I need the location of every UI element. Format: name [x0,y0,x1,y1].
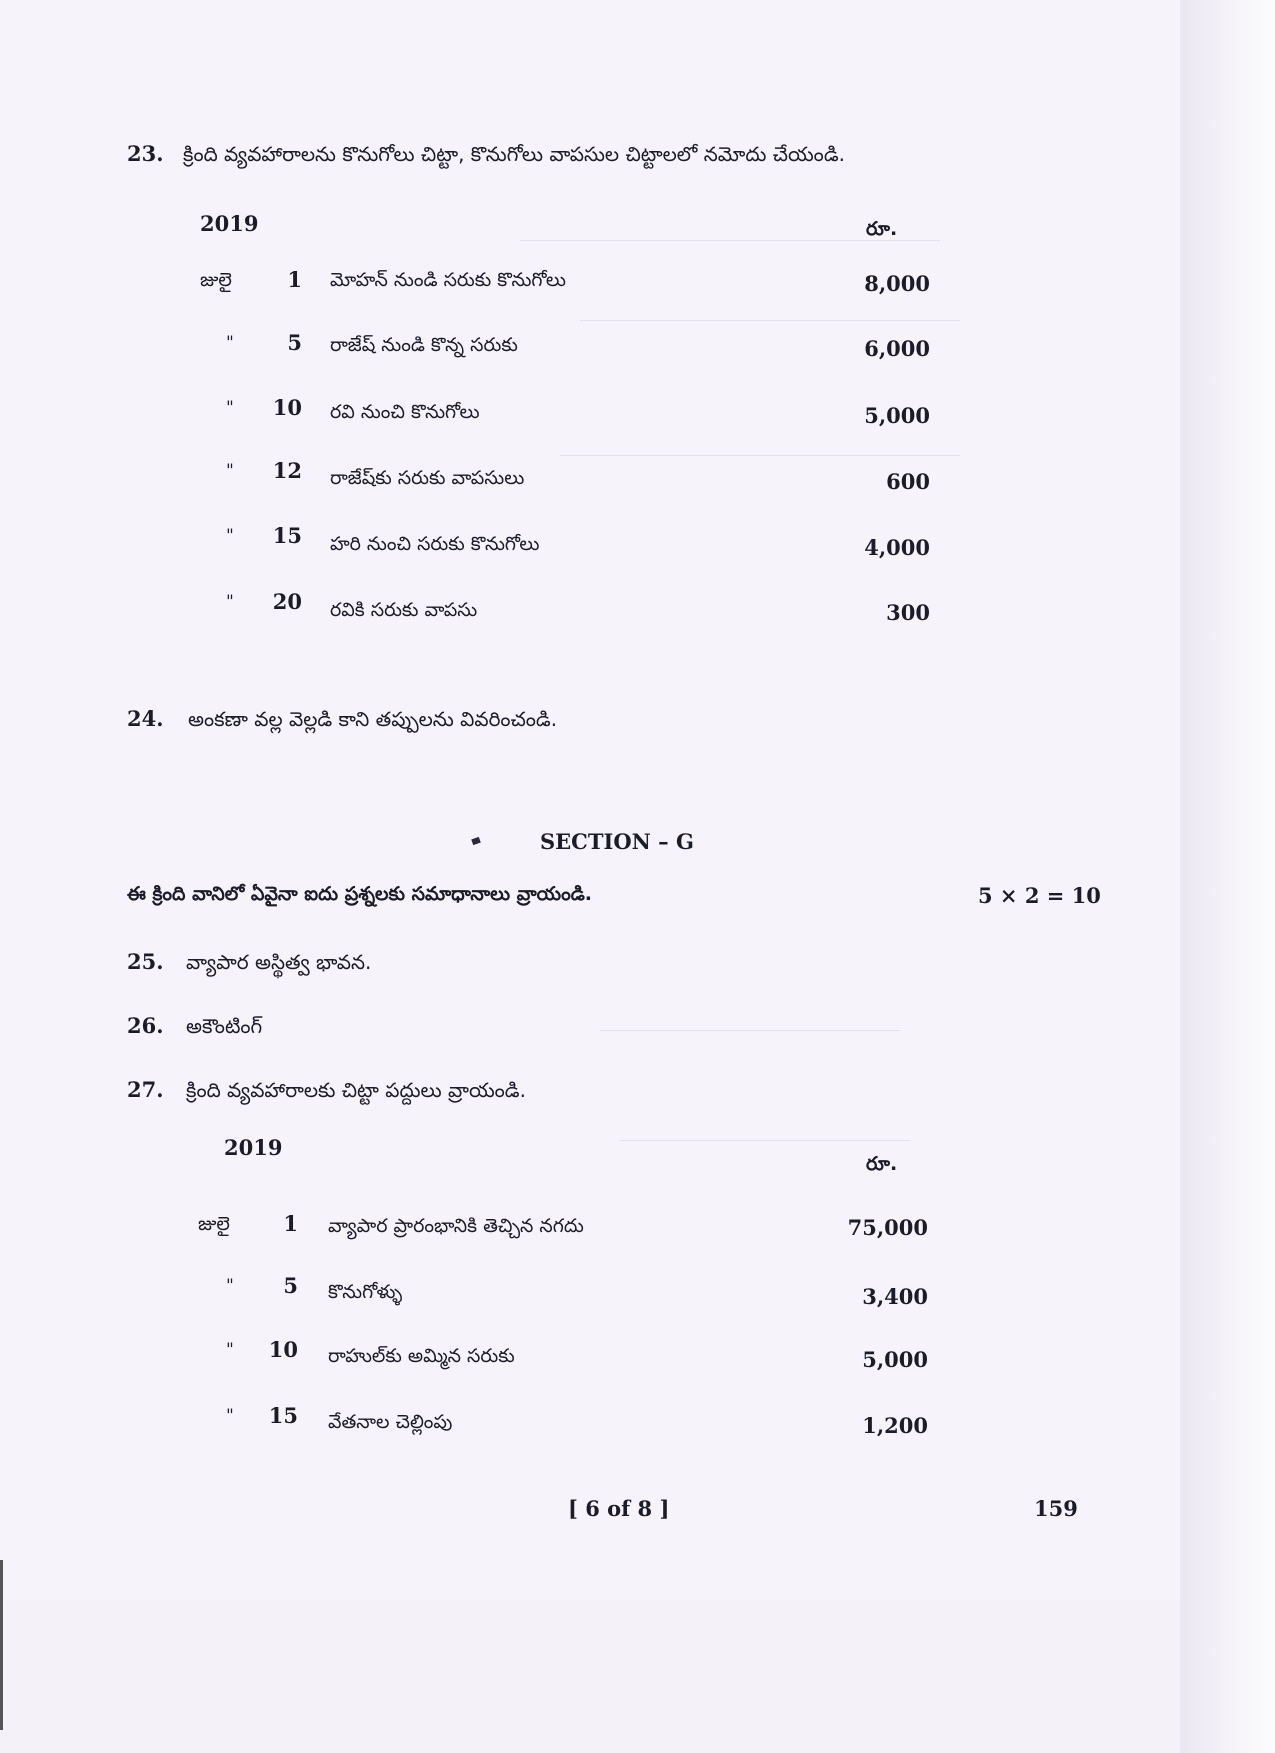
ditto-mark: " [226,1276,234,1296]
ditto-mark: " [226,333,234,353]
bleed-through [560,455,960,456]
ditto-mark: " [226,526,234,546]
day-label: 5 [283,1273,298,1298]
section-instruction: ఈ క్రింది వానిలో ఏవైనా ఐదు ప్రశ్నలకు సమాధానాలు వ్రాయండి. [127,883,592,905]
transaction-amount: 300 [886,600,930,625]
day-label: 12 [272,458,302,483]
ditto-mark: " [226,1406,234,1426]
question-number: 25. [127,949,164,974]
question-text: వ్యాపార అస్థిత్వ భావన. [186,950,372,974]
transaction-amount: 75,000 [847,1215,928,1240]
day-label: 10 [272,395,302,420]
bleed-through [580,320,960,321]
day-label: 1 [283,1211,298,1236]
transaction-description: రాజేష్ నుండి కొన్న సరుకు [330,334,518,356]
ditto-mark: " [226,398,234,418]
section-marks: 5 × 2 = 10 [978,883,1101,908]
bleed-through [600,1030,900,1031]
question-number: 26. [127,1013,164,1038]
transaction-description: రవి నుంచి కొనుగోలు [330,401,480,423]
paper-code: 159 [1034,1496,1078,1521]
day-label: 5 [287,330,302,355]
scan-edge [0,1560,3,1730]
day-label: 20 [272,589,302,614]
day-label: 15 [272,523,302,548]
bleed-through [620,1140,910,1141]
transaction-description: కొనుగోళ్ళు [328,1281,403,1303]
transaction-amount: 1,200 [862,1413,928,1438]
ditto-mark: " [226,461,234,481]
question-number: 27. [127,1077,164,1102]
day-label: 15 [268,1403,298,1428]
page-edge [1180,0,1275,1753]
transaction-description: రవికి సరుకు వాపసు [330,599,478,621]
transaction-amount: 8,000 [864,271,930,296]
day-label: 10 [268,1337,298,1362]
question-number: 23. [127,141,164,166]
transaction-amount: 5,000 [862,1347,928,1372]
ditto-mark: " [226,592,234,612]
transaction-description: మోహన్ నుండి సరుకు కొనుగోలు [330,269,566,291]
section-title: SECTION – G [540,829,694,854]
currency-label: రూ. [866,1153,898,1175]
question-text: క్రింది వ్యవహారాలను కొనుగోలు చిట్టా, కొనుగోలు వాపసుల చిట్టాలలో నమోదు చేయండి. [183,142,845,166]
day-label: 1 [287,267,302,292]
question-text: అకౌంటింగ్ [186,1014,263,1038]
transaction-amount: 6,000 [864,336,930,361]
page-number: [ 6 of 8 ] [568,1496,670,1521]
question-text: అంకణా వల్ల వెల్లడి కాని తప్పులను వివరించండి. [188,707,558,731]
month-label: జులై [200,269,232,291]
month-label: జులై [198,1213,230,1235]
question-text: క్రింది వ్యవహారాలకు చిట్టా పద్దులు వ్రాయండి. [186,1078,526,1102]
transaction-description: రాహుల్‌కు అమ్మిన సరుకు [328,1345,515,1367]
transaction-amount: 4,000 [864,535,930,560]
ledger-year: 2019 [224,1135,283,1160]
transaction-amount: 600 [886,469,930,494]
transaction-amount: 3,400 [862,1284,928,1309]
ditto-mark: " [226,1340,234,1360]
transaction-description: వేతనాల చెల్లింపు [328,1411,453,1433]
question-number: 24. [127,706,164,731]
transaction-amount: 5,000 [864,403,930,428]
transaction-description: హరి నుంచి సరుకు కొనుగోలు [330,533,540,555]
transaction-description: వ్యాపార ప్రారంభానికి తెచ్చిన నగదు [328,1215,584,1237]
ledger-year: 2019 [200,211,259,236]
currency-label: రూ. [866,218,898,240]
transaction-description: రాజేష్‌కు సరుకు వాపసులు [330,467,525,489]
